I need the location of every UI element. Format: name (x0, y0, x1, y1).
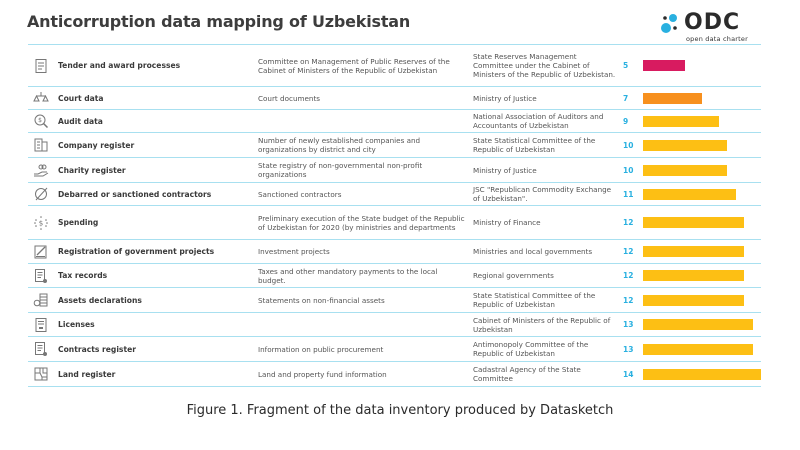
score-value: 9 (623, 116, 629, 126)
source-institution: Antimonopoly Committee of the Republic of Uzbekistan (473, 340, 589, 358)
score-bar (643, 369, 761, 380)
dataset-description: Preliminary execution of the State budget of the Republic of Uzbekistan for 2020 (by ministries and departments (258, 213, 465, 232)
edit-document-icon (28, 244, 54, 260)
source-institution: Cabinet of Ministers of the Republic of Uzbekistan (473, 315, 611, 334)
source-institution: Cadastral Agency of the State Committee (473, 365, 581, 383)
dataset-description: Court documents (258, 93, 321, 103)
table-row (28, 133, 761, 158)
category-label: Spending (58, 218, 99, 227)
score-bar (643, 165, 727, 176)
category-label: Tax records (58, 271, 108, 280)
category-label: Registration of government projects (58, 247, 215, 256)
table-row (28, 288, 761, 313)
score-value: 12 (623, 271, 634, 280)
score-value: 10 (623, 165, 634, 175)
dataset-description: Taxes and other mandatory payments to the local budget. (258, 266, 438, 285)
category-label: Debarred or sanctioned contractors (58, 189, 212, 199)
logo-wordmark: ODC (684, 10, 741, 35)
score-bar (643, 217, 744, 228)
table-row (28, 45, 761, 87)
source-institution: State Statistical Committee of the Republic of Uzbekistan (473, 291, 596, 309)
score-value: 14 (623, 369, 634, 379)
table-row (28, 337, 761, 362)
bar-cell (643, 288, 761, 312)
svg-text:$: $ (38, 117, 42, 125)
source-institution: JSC "Republican Commodity Exchange of Uzbekistan". (473, 185, 612, 203)
score-bar (643, 270, 744, 281)
score-bar (643, 116, 719, 127)
source-institution: National Association of Auditors and Accountants of Uzbekistan (473, 112, 604, 130)
tax-document-icon (28, 268, 54, 284)
magnifier-dollar-icon (28, 113, 54, 129)
score-bar (643, 344, 753, 355)
score-bar (643, 60, 685, 71)
bar-cell (643, 206, 761, 239)
source-institution: Ministry of Justice (473, 93, 537, 103)
score-bar (643, 319, 753, 330)
table-row (28, 183, 761, 206)
score-value: 7 (623, 93, 629, 103)
bar-cell (643, 337, 761, 361)
logo-dots-icon (660, 12, 682, 34)
score-value: 12 (623, 218, 634, 227)
table-row (28, 264, 761, 288)
building-icon (28, 137, 54, 153)
contract-icon (28, 341, 54, 357)
category-label: Tender and award processes (58, 61, 181, 70)
source-institution: State Reserves Management Committee under the Cabinet of Ministers of the Republic of Uzbekistan. (473, 52, 616, 79)
table-row (28, 206, 761, 240)
dataset-description: Sanctioned contractors (258, 189, 342, 199)
table-row (28, 158, 761, 183)
category-label: Audit data (58, 116, 103, 126)
score-bar (643, 140, 727, 151)
table-row (28, 87, 761, 110)
source-institution: Ministry of Justice (473, 165, 537, 175)
scales-icon (28, 90, 54, 106)
land-map-icon (28, 366, 54, 382)
source-institution: Ministry of Finance (473, 218, 541, 227)
figure-caption: Figure 1. Fragment of the data inventory produced by Datasketch (186, 403, 614, 418)
score-value: 11 (623, 189, 634, 199)
bar-cell (643, 362, 761, 386)
chart-title: Anticorruption data mapping of Uzbekistan (27, 12, 411, 31)
dataset-description: Committee on Management of Public Reserves of the Cabinet of Ministers of the Republic of Uzbekistan (258, 56, 450, 75)
category-label: Charity register (58, 165, 126, 175)
category-label: Company register (58, 140, 135, 150)
assets-icon (28, 292, 54, 308)
bar-cell (643, 133, 761, 157)
odc-logo (660, 10, 770, 42)
spending-dollar-icon (28, 215, 54, 231)
dataset-description: Number of newly established companies and organizations by district and city (258, 136, 421, 154)
bar-cell (643, 110, 761, 132)
source-institution: State Statistical Committee of the Republic of Uzbekistan (473, 136, 596, 154)
logo-tagline: open data charter (686, 35, 748, 43)
category-label: Contracts register (58, 344, 136, 354)
bar-cell (643, 183, 761, 205)
license-icon (28, 317, 54, 333)
bar-cell (643, 87, 761, 109)
dataset-description: Land and property fund information (258, 369, 387, 379)
category-label: Court data (58, 93, 104, 103)
bar-cell (643, 264, 761, 287)
score-value: 13 (623, 320, 634, 329)
bar-cell (643, 240, 761, 263)
dataset-description: State registry of non-governmental non-profit organizations (258, 161, 423, 179)
document-icon (28, 58, 54, 74)
data-inventory-table (28, 45, 761, 387)
table-row (28, 110, 761, 133)
score-value: 13 (623, 344, 634, 354)
bar-cell (643, 158, 761, 182)
score-value: 5 (623, 61, 629, 70)
dataset-description: Statements on non-financial assets (258, 295, 385, 305)
score-bar (643, 189, 736, 200)
score-value: 12 (623, 247, 634, 256)
table-row (28, 240, 761, 264)
score-value: 10 (623, 140, 634, 150)
score-bar (643, 295, 744, 306)
category-label: Assets declarations (58, 295, 142, 305)
table-row (28, 362, 761, 387)
source-institution: Regional governments (473, 271, 554, 280)
source-institution: Ministries and local governments (473, 247, 593, 256)
prohibited-icon (28, 186, 54, 202)
score-bar (643, 246, 744, 257)
score-bar (643, 93, 702, 104)
category-label: Licenses (58, 320, 95, 329)
table-row (28, 313, 761, 337)
svg-text:$: $ (38, 219, 44, 227)
bar-cell (643, 45, 761, 86)
dataset-description: Investment projects (258, 247, 330, 256)
bar-cell (643, 313, 761, 336)
category-label: Land register (58, 369, 116, 379)
charity-hand-icon (28, 162, 54, 178)
score-value: 12 (623, 295, 634, 305)
dataset-description: Information on public procurement (258, 344, 384, 354)
